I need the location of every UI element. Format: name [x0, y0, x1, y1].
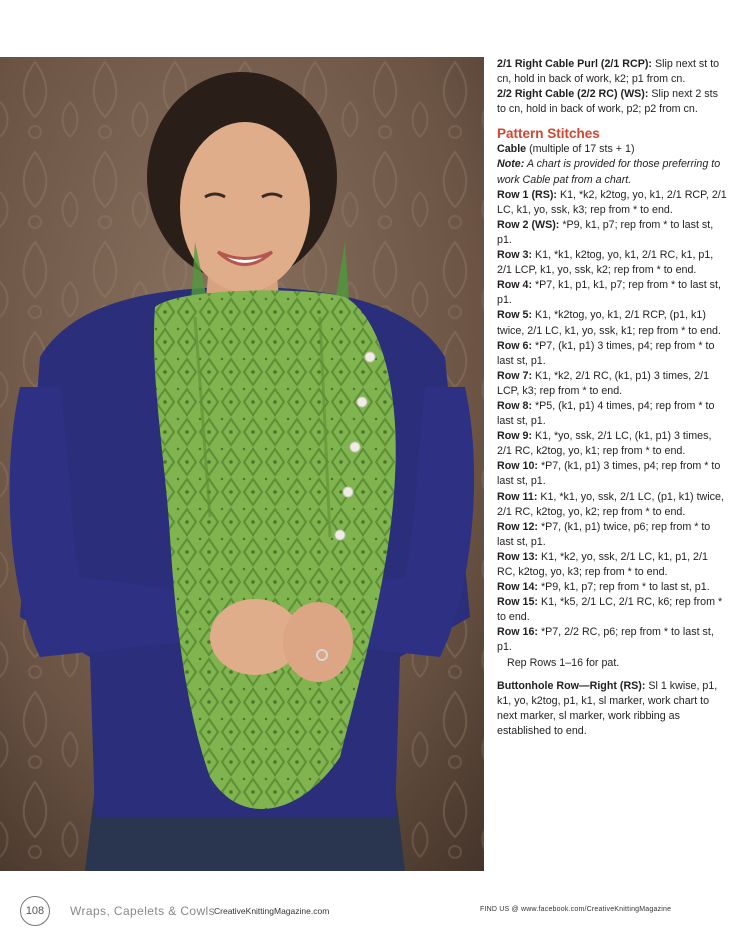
row-11: Row 11: K1, *k1, yo, ssk, 2/1 LC, (p1, k1) twice, 2/1 RC, k2tog, yo, k2; rep from * to end. — [497, 490, 724, 518]
row-10: Row 10: *P7, (k1, p1) 3 times, p4; rep from * to last st, p1. — [497, 460, 721, 488]
row-1: Row 1 (RS): K1, *k2, k2tog, yo, k1, 2/1 RCP, 2/1 LC, k1, yo, ssk, k3; rep from * to end. — [497, 188, 727, 216]
row-5: Row 5: K1, *k2tog, yo, k1, 2/1 RCP, (p1, k1) twice, 2/1 LC, k1, yo, ssk, k1; rep from * to end. — [497, 309, 721, 337]
row-4: Row 4: *P7, k1, p1, k1, p7; rep from * to last st, p1. — [497, 279, 721, 307]
rep-rows-line: Rep Rows 1–16 for pat. — [507, 656, 620, 669]
row-8: Row 8: *P5, (k1, p1) 4 times, p4; rep from * to last st, p1. — [497, 399, 715, 428]
row-3: Row 3: K1, *k1, k2tog, yo, k1, 2/1 RC, k1, p1, 2/1 LCP, k1, yo, ssk, k2; rep from * to end. — [497, 249, 714, 277]
model-photo — [0, 57, 484, 871]
book-title: Wraps, Capelets & Cowls — [70, 904, 216, 918]
pattern-text-column — [497, 57, 729, 739]
buttonhole-row: Buttonhole Row—Right (RS): Sl 1 kwise, p1, k1, yo, k2tog, p1, k1, sl marker, work chart to next marker, sl marker, work ribbing as established to end. — [497, 679, 718, 737]
website-link[interactable]: CreativeKnittingMagazine.com — [214, 906, 330, 916]
row-2: Row 2 (WS): *P9, k1, p7; rep from * to last st, p1. — [497, 218, 714, 246]
row-6: Row 6: *P7, (k1, p1) 3 times, p4; rep from * to last st, p1. — [497, 339, 715, 367]
row-14: Row 14: *P9, k1, p7; rep from * to last st, p1. — [497, 581, 710, 594]
row-15: Row 15: K1, *k5, 2/1 LC, 2/1 RC, k6; rep from * to end. — [497, 596, 723, 624]
abbrev-rc: 2/2 Right Cable (2/2 RC) (WS): Slip next 2 sts to cn, hold in back of work, p2; p2 from cn. — [497, 88, 718, 116]
cable-line: Cable (multiple of 17 sts + 1) — [497, 143, 635, 156]
row-16: Row 16: *P7, 2/2 RC, p6; rep from * to last st, p1. — [497, 626, 714, 654]
row-9: Row 9: K1, *yo, ssk, 2/1 LC, (k1, p1) 3 times, 2/1 RC, k2tog, yo, k1; rep from * to end. — [497, 430, 712, 458]
page-number: 108 — [20, 896, 50, 926]
abbrev-rcp: 2/1 Right Cable Purl (2/1 RCP): Slip next st to cn, hold in back of work, k2; p1 from cn. — [497, 58, 720, 86]
photo-illustration — [0, 57, 484, 871]
note-line: Note: A chart is provided for those preferring to work Cable pat from a chart. — [497, 158, 721, 186]
pattern-stitches-heading: Pattern Stitches — [497, 126, 600, 142]
row-12: Row 12: *P7, (k1, p1) twice, p6; rep from * to last st, p1. — [497, 520, 711, 548]
facebook-link[interactable]: FIND US @ www.facebook.com/CreativeKnittingMagazine — [480, 906, 672, 913]
row-7: Row 7: K1, *k2, 2/1 RC, (k1, p1) 3 times, 2/1 LCP, k3; rep from * to end. — [497, 369, 710, 397]
row-13: Row 13: K1, *k2, yo, ssk, 2/1 LC, k1, p1, 2/1 RC, k2tog, yo, k3; rep from * to end. — [497, 550, 708, 578]
